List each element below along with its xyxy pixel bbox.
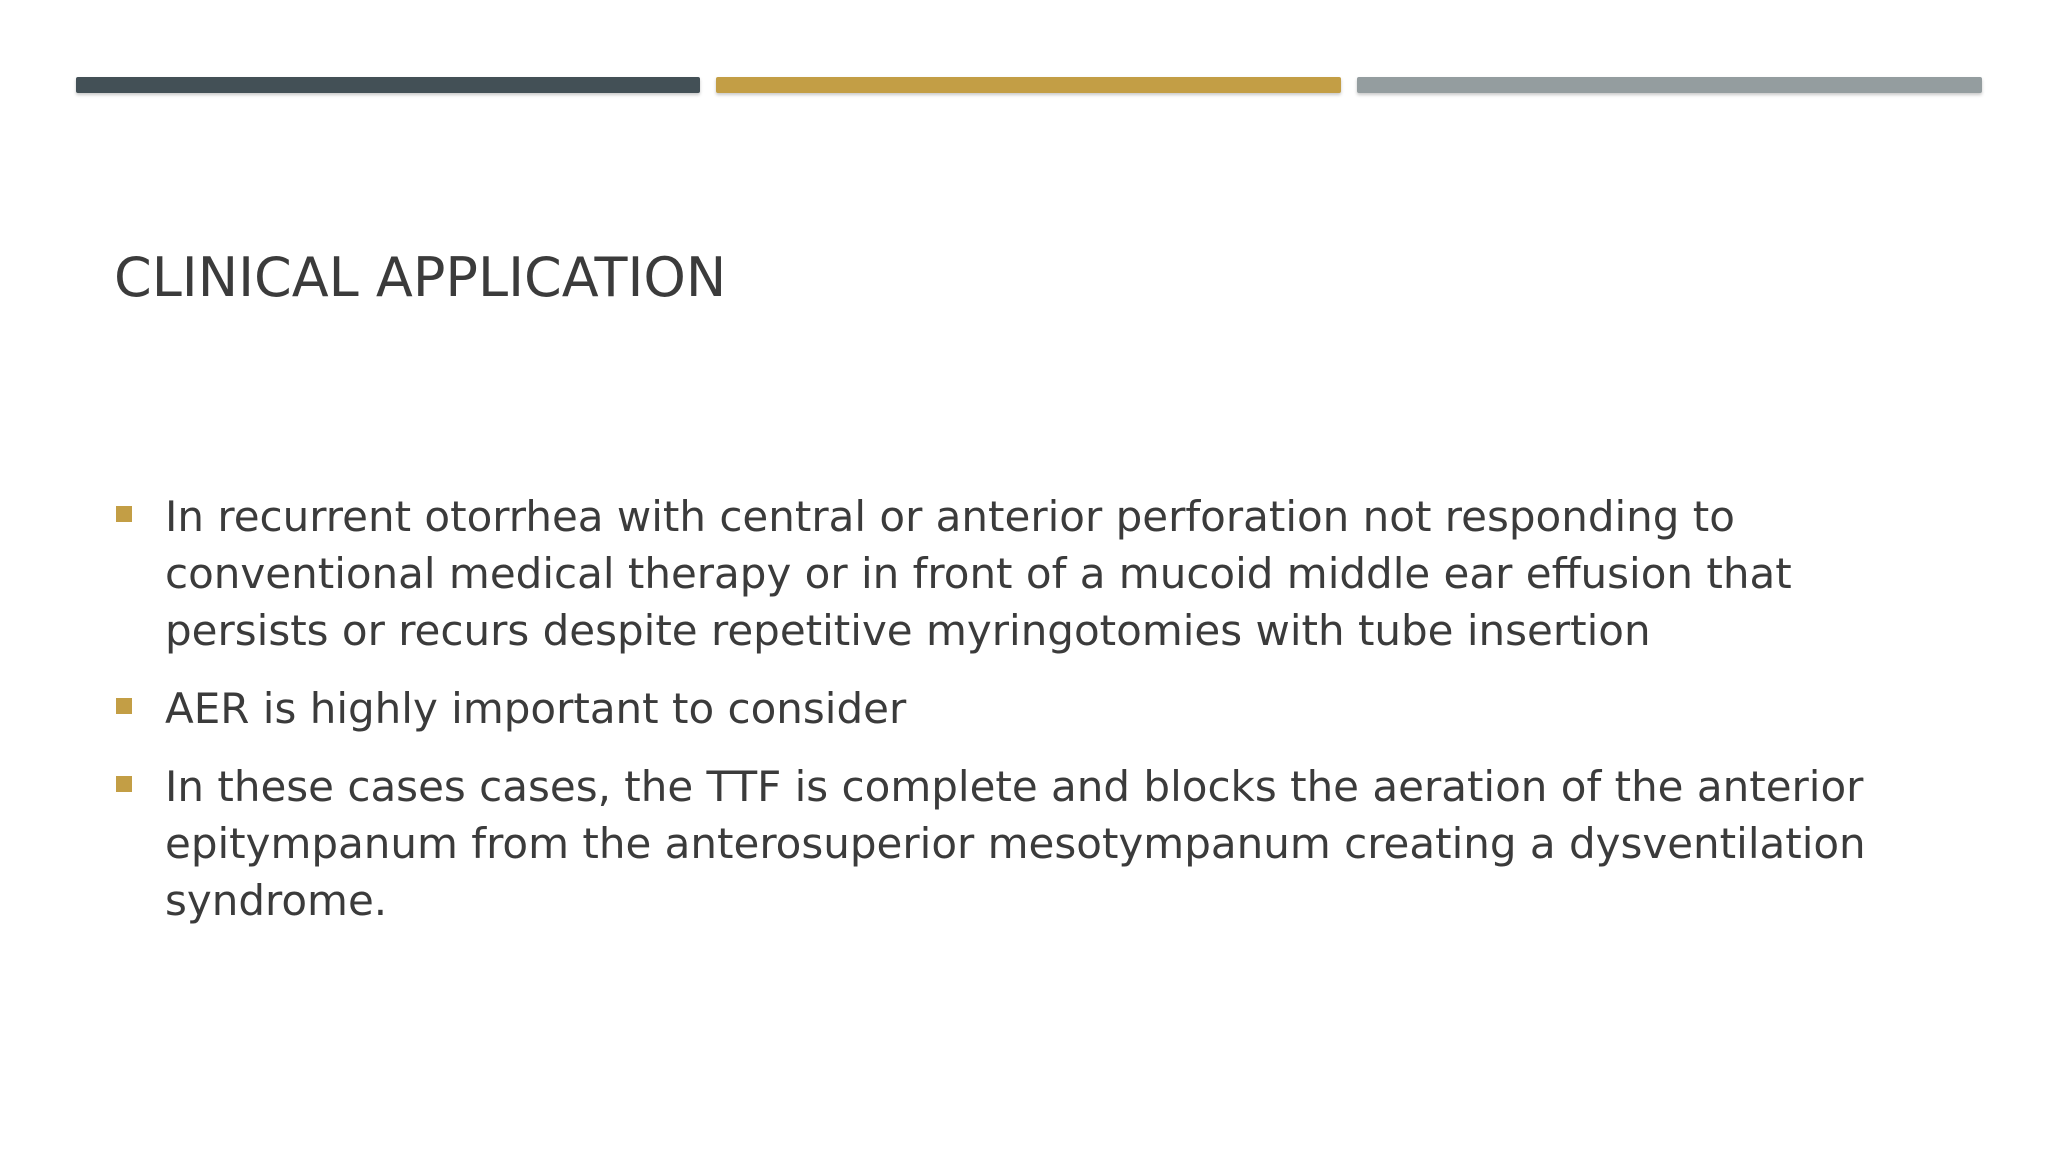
square-bullet-icon (116, 698, 132, 714)
bullet-item (114, 680, 1944, 737)
accent-bar-dark-slate (76, 77, 700, 93)
accent-bar-gold (716, 77, 1341, 93)
bullet-text: In these cases cases, the TTF is complete and blocks the aeration of the anterior epitympanum from the anterosuperior mesotympanum creating a dysventilation syndrome. (165, 762, 1866, 925)
accent-bar-gray (1357, 77, 1982, 93)
bullet-item (114, 488, 1944, 659)
square-bullet-icon (116, 506, 132, 522)
square-bullet-icon (116, 776, 132, 792)
bullet-text: In recurrent otorrhea with central or anterior perforation not responding to conventional medical therapy or in front of a mucoid middle ear effusion that persists or recurs despite repetitive myringotomies with tube insertion (165, 492, 1792, 655)
slide-title: CLINICAL APPLICATION (114, 246, 727, 309)
bullet-text: AER is highly important to consider (165, 684, 907, 733)
bullet-list (114, 488, 1944, 950)
bullet-item (114, 758, 1944, 929)
